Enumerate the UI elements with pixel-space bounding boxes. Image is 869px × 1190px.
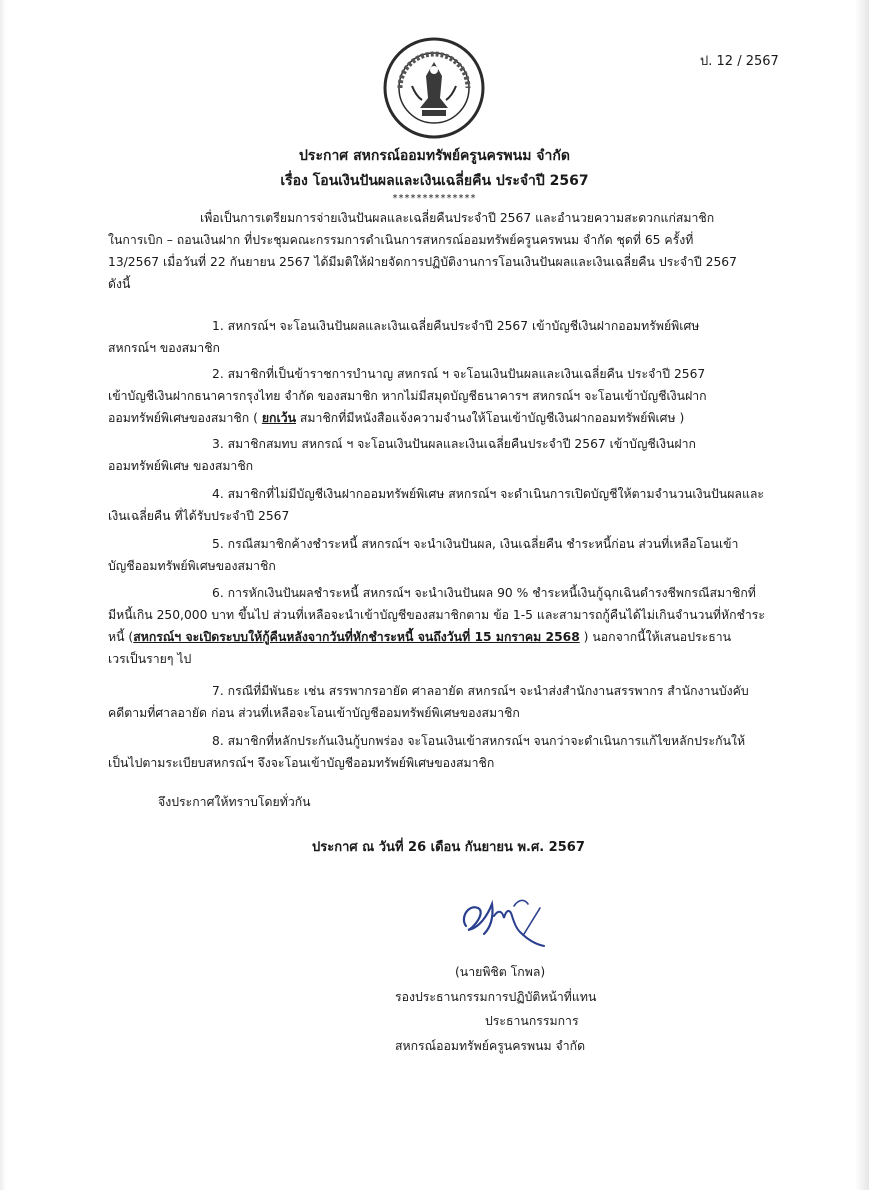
item-7: [108, 680, 808, 724]
document-number: ป. 12 / 2567: [700, 54, 779, 69]
item-line: เข้าบัญชีเงินฝากธนาคารกรุงไทย จำกัด ของสมาชิก หากไม่มีสมุดบัญชีธนาคารฯ สหกรณ์ฯ จะโอนเข้าบัญชีเงินฝาก: [108, 389, 707, 403]
intro-line: ในการเบิก – ถอนเงินฝาก ที่ประชุมคณะกรรมการดำเนินการสหกรณ์ออมทรัพย์ครูนครพนม จำกัด ชุดที่ 65 ครั้งที่: [108, 233, 694, 247]
emphasis-text: สหกรณ์ฯ จะเปิดระบบให้กู้คืนหลังจากวันที่หักชำระหนี้ จนถึงวันที่ 15 มกราคม 2568: [133, 630, 580, 644]
cooperative-seal-icon: [382, 36, 486, 140]
announcement-subject: เรื่อง โอนเงินปันผลและเงินเฉลี่ยคืน ประจำปี 2567: [280, 173, 589, 189]
item-text: หนี้ (: [108, 630, 134, 644]
item-line: บัญชีออมทรัพย์พิเศษของสมาชิก: [108, 559, 276, 573]
item-line: 1. สหกรณ์ฯ จะโอนเงินปันผลและเงินเฉลี่ยคืนประจำปี 2567 เข้าบัญชีเงินฝากออมทรัพย์พิเศษ: [212, 319, 700, 333]
item-2: [108, 363, 808, 429]
item-4: [108, 483, 808, 527]
item-text: ออมทรัพย์พิเศษของสมาชิก (: [108, 411, 262, 425]
item-line: มีหนี้เกิน 250,000 บาท ขึ้นไป ส่วนที่เหลือจะนำเข้าบัญชีของสมาชิกตาม ข้อ 1-5 และสามารถกู้คืนได้ไม่เกินจำนวนที่หักชำระ: [108, 608, 765, 622]
signer-organization: สหกรณ์ออมทรัพย์ครูนครพนม จำกัด: [395, 1038, 586, 1053]
item-text: สมาชิกที่มีหนังสือแจ้งความจำนงให้โอนเข้าบัญชีเงินฝากออมทรัพย์พิเศษ ): [296, 411, 685, 425]
item-line: 2. สมาชิกที่เป็นข้าราชการบำนาญ สหกรณ์ ฯ จะโอนเงินปันผลและเงินเฉลี่ยคืน ประจำปี 2567: [212, 367, 706, 381]
announcement-title: ประกาศ สหกรณ์ออมทรัพย์ครูนครพนม จำกัด: [299, 148, 570, 164]
item-line: [108, 626, 808, 648]
intro-line: เพื่อเป็นการเตรียมการจ่ายเงินปันผลและเฉลี่ยคืนประจำปี 2567 และอำนวยความสะดวกแก่สมาชิก: [200, 211, 715, 225]
item-5: [108, 533, 808, 577]
item-line: 5. กรณีสมาชิกค้างชำระหนี้ สหกรณ์ฯ จะนำเงินปันผล, เงินเฉลี่ยคืน ชำระหนี้ก่อน ส่วนที่เหลือโอนเข้า: [212, 537, 739, 551]
item-line: 6. การหักเงินปันผลชำระหนี้ สหกรณ์ฯ จะนำเงินปันผล 90 % ชำระหนี้เงินกู้ฉุกเฉินดำรงชีพกรณีสมาชิกที่: [212, 586, 756, 600]
item-line: สหกรณ์ฯ ของสมาชิก: [108, 341, 220, 355]
intro-line: 13/2567 เมื่อวันที่ 22 กันยายน 2567 ได้มีมติให้ฝ่ายจัดการปฏิบัติงานการโอนเงินปันผลและเงินเฉลี่ยคืน ประจำปี 2567: [108, 255, 737, 269]
item-line: ออมทรัพย์พิเศษ ของสมาชิก: [108, 459, 254, 473]
item-line: 4. สมาชิกที่ไม่มีบัญชีเงินฝากออมทรัพย์พิเศษ สหกรณ์ฯ จะดำเนินการเปิดบัญชีให้ตามจำนวนเงินปันผลและ: [212, 487, 765, 501]
item-line: เป็นไปตามระเบียบสหกรณ์ฯ จึงจะโอนเข้าบัญชีออมทรัพย์พิเศษของสมาชิก: [108, 756, 495, 770]
item-line: 7. กรณีที่มีพันธะ เช่น สรรพากรอายัด ศาลอายัด สหกรณ์ฯ จะนำส่งสำนักงานสรรพากร สำนักงานบังคับ: [212, 684, 749, 698]
item-line: เวรเป็นรายๆ ไป: [108, 652, 192, 666]
signer-position: รองประธานกรรมการปฏิบัติหน้าที่แทน: [395, 989, 597, 1004]
item-3: [108, 433, 808, 477]
item-line: เงินเฉลี่ยคืน ที่ได้รับประจำปี 2567: [108, 509, 290, 523]
separator-stars: **************: [392, 193, 477, 204]
closing-statement: จึงประกาศให้ทราบโดยทั่วกัน: [158, 795, 311, 809]
signer-block: [395, 960, 596, 1058]
item-6: [108, 582, 808, 670]
handwritten-signature-icon: [454, 888, 554, 950]
signer-position-2: ประธานกรรมการ: [485, 1014, 579, 1028]
item-8: [108, 730, 808, 774]
signer-name: (นายพิชิต โกพล): [455, 965, 546, 979]
item-1: [108, 315, 808, 359]
item-text: ) นอกจากนี้ให้เสนอประธาน: [579, 630, 732, 644]
item-line: คดีตามที่ศาลอายัด ก่อน ส่วนที่เหลือจะโอนเข้าบัญชีออมทรัพย์พิเศษของสมาชิก: [108, 706, 520, 720]
item-line: [108, 407, 808, 429]
item-line: 8. สมาชิกที่หลักประกันเงินกู้บกพร่อง จะโอนเงินเข้าสหกรณ์ฯ จนกว่าจะดำเนินการแก้ไขหลักประกันให้: [212, 734, 746, 748]
intro-paragraph: [108, 207, 788, 295]
emphasis-text: ยกเว้น: [261, 411, 297, 425]
intro-line: ดังนี้: [108, 277, 131, 291]
announcement-date: ประกาศ ณ วันที่ 26 เดือน กันยายน พ.ศ. 2567: [312, 840, 585, 855]
item-line: 3. สมาชิกสมทบ สหกรณ์ ฯ จะโอนเงินปันผลและเงินเฉลี่ยคืนประจำปี 2567 เข้าบัญชีเงินฝาก: [212, 437, 696, 451]
